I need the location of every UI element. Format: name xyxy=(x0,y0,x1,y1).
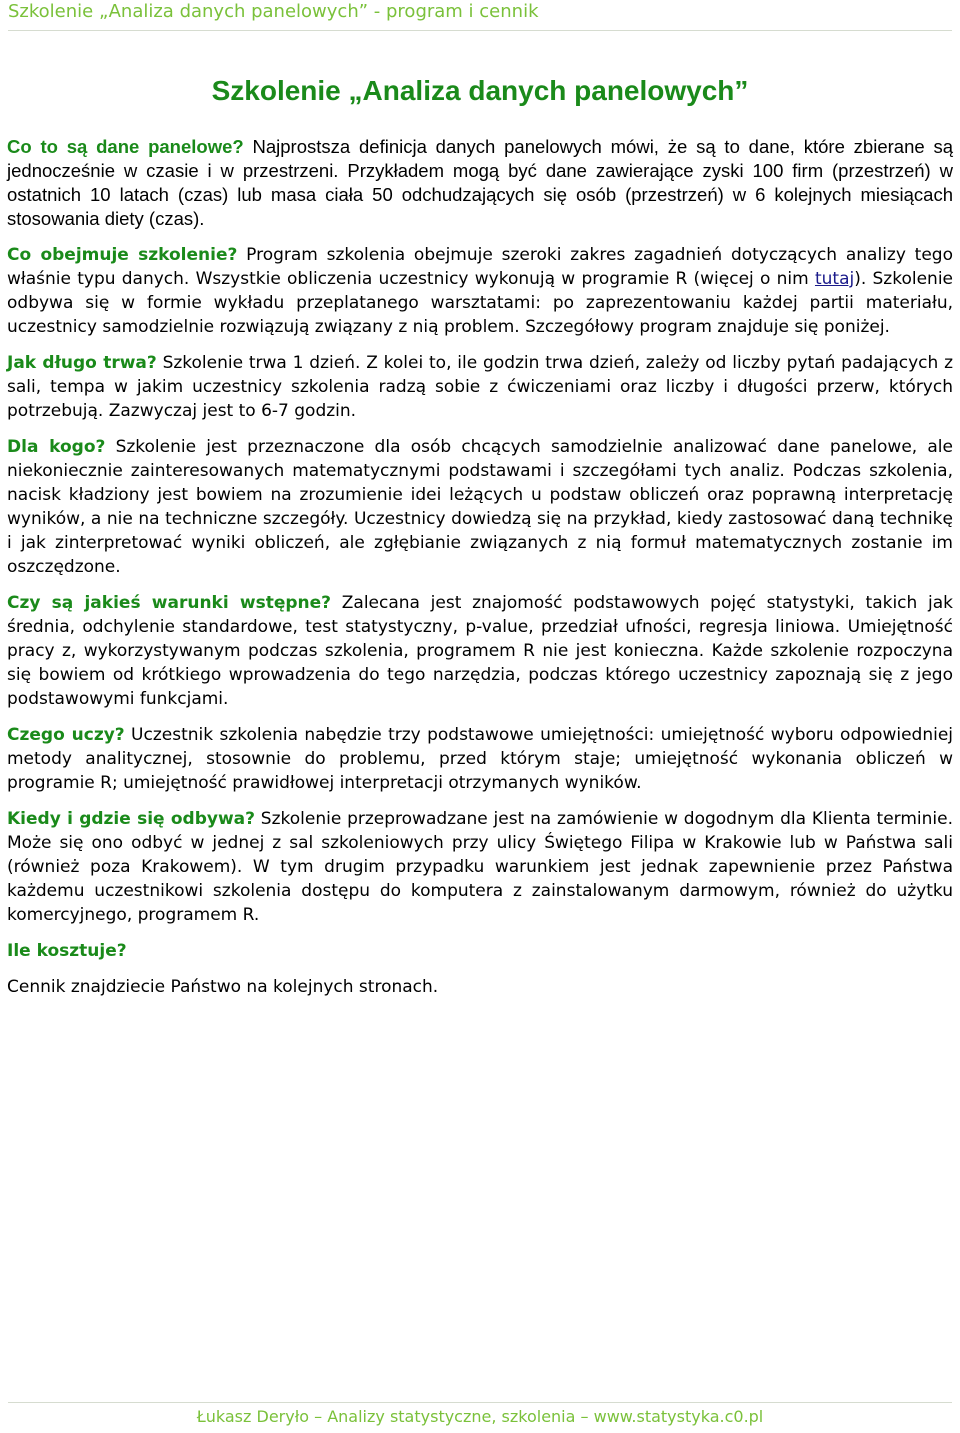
section-text-continued: ). Szkolenie odbywa się w formie wykładu przeplatanego warsztatami: po zaprezentowaniu każdej partii materiału, uczestnicy samodzielnie rozwiązują związany z nią problem. Szczegółowy program znajduje się poniżej. xyxy=(7,269,953,337)
pricing-text: Cennik znajdziecie Państwo na kolejnych stronach. xyxy=(7,977,439,997)
section-text: Najprostsza definicja danych panelowych mówi, że są to dane, które zbierane są jednocześnie w czasie i w przestrzeni. Przykładem mogą być dane zawierające zyski 100 firm (przestrzeń) w ostatnich 10 latach (czas) lub masa ciała 50 odchudzających się osób (przestrzeń) w 6 kolejnych miesiącach stosowania diety (czas). xyxy=(7,136,953,229)
section-text: Szkolenie jest przeznaczone dla osób chcących samodzielnie analizować dane panelowe, ale niekoniecznie zainteresowanych matematycznymi podstawami i szczegółami tych analiz. Podczas szkolenia, nacisk kładziony jest bowiem na zrozumienie idei leżących u podstaw obliczeń oraz poprawną interpretację wyników, a nie na techniczne szczegóły. Uczestnicy dowiedzą się na przykład, kiedy zastosować daną technikę i jak zinterpretować wyniki obliczeń, ale zgłębianie związanych z nią formuł matematycznych zostanie im oszczędzone. xyxy=(7,437,953,577)
section-text: Zalecana jest znajomość podstawowych pojęć statystyki, takich jak średnia, odchylenie standardowe, test statystyczny, p-value, przedział ufności, regresja liniowa. Umiejętność pracy z, wykorzystywanym podczas szkolenia, programem R nie jest konieczna. Każde szkolenie rozpoczyna się bowiem od krótkiego wprowadzenia do tego narzędzia, podczas którego uczestnicy zapoznają się z jego podstawowymi funkcjami. xyxy=(7,593,953,709)
section-warunki-wstepne xyxy=(7,591,953,711)
section-text: Szkolenie przeprowadzane jest na zamówienie w dogodnym dla Klienta terminie. Może się ono odbyć w jednej z sal szkoleniowych przy ulicy Świętego Filipa w Krakowie lub w Państwa sali (również poza Krakowem). W tym drugim przypadku warunkiem jest jednak zapewnienie przez Państwa każdemu uczestnikowi szkolenia dostępu do komputera z zainstalowanym darmowym, również do użytku komercyjnego, programem R. xyxy=(7,809,954,925)
section-zakres-szkolenia xyxy=(7,243,953,339)
section-text: Program szkolenia obejmuje szeroki zakres zagadnień dotyczących analizy tego właśnie typu danych. Wszystkie obliczenia uczestnicy wykonują w programie R (więcej o nim xyxy=(7,245,953,289)
header-text: Szkolenie „Analiza danych panelowych” - program i cennik xyxy=(8,1,539,22)
section-question: Kiedy i gdzie się odbywa? xyxy=(7,809,256,829)
section-question: Czy są jakieś warunki wstępne? xyxy=(7,593,332,613)
section-czego-uczy xyxy=(7,723,953,795)
footer-text: Łukasz Deryło – Analizy statystyczne, szkolenia – www.statystyka.c0.pl xyxy=(196,1407,764,1426)
section-question: Co obejmuje szkolenie? xyxy=(7,245,238,265)
section-miejsce-termin xyxy=(7,807,953,927)
section-question: Jak długo trwa? xyxy=(7,353,157,373)
section-question: Czego uczy? xyxy=(7,725,125,745)
section-grupa-docelowa xyxy=(7,435,953,579)
section-text: Uczestnik szkolenia nabędzie trzy podstawowe umiejętności: umiejętność wyboru odpowiedniej metody analitycznej, stosownie do problemu, przed którym staje; umiejętność wykonania obliczeń w programie R; umiejętność prawidłowej interpretacji otrzymanych wyników. xyxy=(7,725,953,793)
section-question: Co to są dane panelowe? xyxy=(7,136,244,157)
section-question: Dla kogo? xyxy=(7,437,106,457)
section-dane-panelowe xyxy=(7,135,953,231)
pricing-heading xyxy=(7,939,953,963)
page-title: Szkolenie „Analiza danych panelowych” xyxy=(211,74,749,106)
page-footer xyxy=(8,1402,952,1433)
section-question: Ile kosztuje? xyxy=(7,941,127,961)
section-text: Szkolenie trwa 1 dzień. Z kolei to, ile godzin trwa dzień, zależy od liczby pytań padających z sali, tempa w jakim uczestnicy szkolenia radzą sobie z ćwiczeniami oraz liczby i długości przerw, których potrzebują. Zazwyczaj jest to 6-7 godzin. xyxy=(7,353,953,421)
section-czas-trwania xyxy=(7,351,953,423)
page-header xyxy=(8,0,952,31)
document-body xyxy=(7,135,953,1011)
r-program-link[interactable]: tutaj xyxy=(814,269,855,289)
